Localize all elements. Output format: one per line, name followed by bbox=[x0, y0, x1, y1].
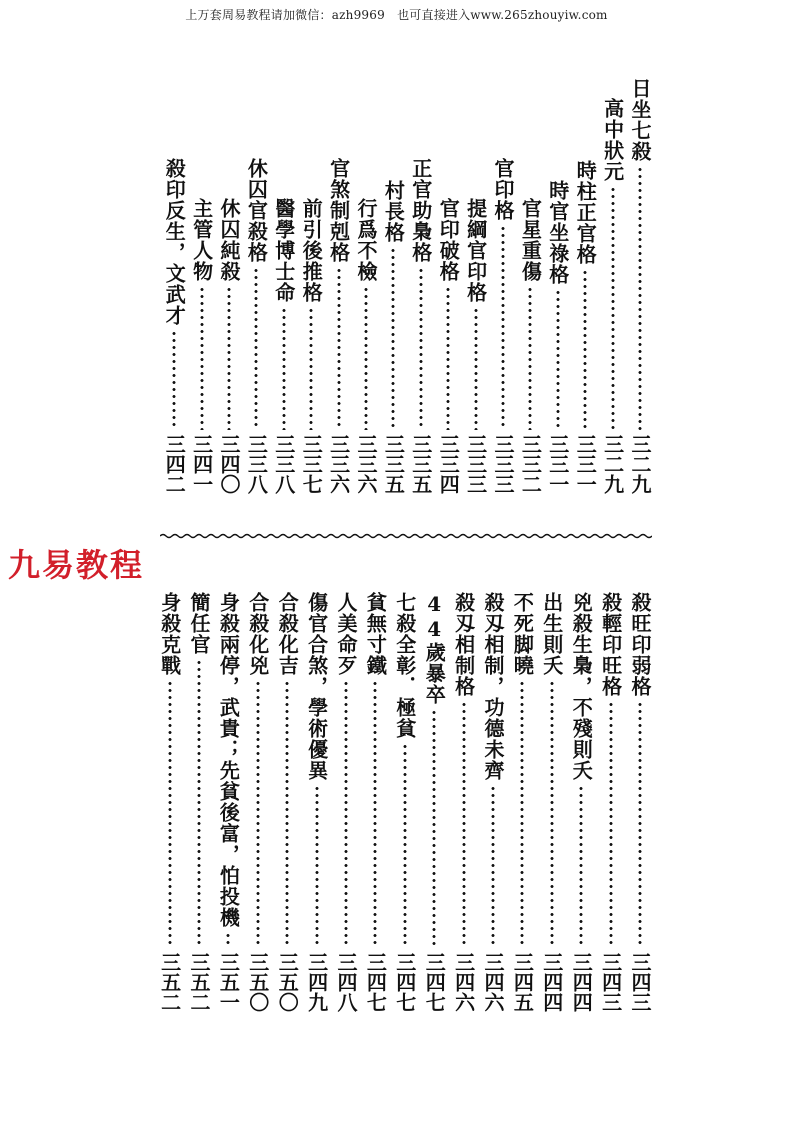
toc-entry bbox=[510, 0, 534, 1121]
toc-entry-page-number: 三三五 bbox=[408, 434, 433, 494]
toc-entry-title: 殺刄相制，功德未齊 bbox=[481, 592, 505, 781]
toc-entry bbox=[275, 0, 299, 1121]
toc-entry-title: 七殺全彰．極貧 bbox=[392, 592, 417, 739]
toc-entry-page-number: 三四七 bbox=[392, 952, 417, 1012]
toc-entry-title: 出生則夭 bbox=[539, 592, 564, 676]
toc-entry-title: 傷官合煞，學術優異 bbox=[304, 592, 329, 781]
toc-leader-dots bbox=[187, 659, 211, 948]
toc-entry-title: 官星重傷 bbox=[518, 198, 543, 282]
toc-entry bbox=[187, 0, 211, 1121]
toc-entry-page-number: 三四三 bbox=[598, 952, 623, 1012]
toc-entry-title: 殺輕印旺格 bbox=[598, 592, 623, 697]
toc-entry bbox=[216, 0, 240, 1121]
toc-entry-page-number: 三四四 bbox=[569, 952, 594, 1012]
toc-entry-title: 44歲暴卒 bbox=[422, 592, 447, 705]
toc-entry bbox=[540, 0, 564, 1121]
toc-entry bbox=[334, 0, 358, 1121]
toc-entry-title: 正官助梟格 bbox=[408, 158, 433, 263]
toc-entry-page-number: 三四二 bbox=[162, 434, 187, 494]
toc-entry-page-number: 三四〇 bbox=[217, 434, 241, 494]
toc-entry bbox=[158, 0, 182, 1121]
toc-entry-title: 殺旺印弱格 bbox=[628, 592, 652, 697]
toc-entry-title: 官印破格 bbox=[436, 198, 461, 282]
toc-entry-page-number: 三五〇 bbox=[245, 952, 270, 1012]
toc-entry-page-number: 三四五 bbox=[510, 952, 535, 1012]
toc-leader-dots bbox=[510, 680, 534, 948]
toc-entry-page-number: 三三一 bbox=[545, 434, 570, 494]
toc-leader-dots bbox=[275, 680, 299, 948]
toc-entry-page-number: 三五〇 bbox=[275, 952, 300, 1012]
toc-entry-title: 身殺克戰 bbox=[157, 592, 182, 676]
toc-entry-page-number: 三五一 bbox=[216, 952, 241, 1012]
toc-entry-title: 行爲不檢 bbox=[354, 198, 378, 282]
toc-leader-dots bbox=[599, 701, 623, 948]
toc-entry bbox=[481, 0, 505, 1121]
toc-entry-page-number: 三三六 bbox=[354, 434, 378, 494]
toc-entry-page-number: 三三八 bbox=[244, 434, 269, 494]
toc-leader-dots bbox=[540, 680, 564, 948]
toc-entry-page-number: 三三五 bbox=[381, 434, 406, 494]
toc-entry-title: 時柱正官格 bbox=[573, 160, 598, 265]
toc-entry-page-number: 三四八 bbox=[334, 952, 358, 1012]
toc-entry-page-number: 三四四 bbox=[539, 952, 564, 1012]
toc-entry-page-number: 三二九 bbox=[600, 434, 625, 494]
toc-entry-title: 合殺化兇 bbox=[245, 592, 270, 676]
toc-entry bbox=[628, 0, 652, 1121]
toc-entry bbox=[363, 0, 387, 1121]
toc-entry-page-number: 三四六 bbox=[481, 952, 505, 1012]
toc-leader-dots bbox=[363, 680, 387, 948]
toc-entry bbox=[599, 0, 623, 1121]
toc-entry-page-number: 三四一 bbox=[189, 434, 214, 494]
toc-entry-page-number: 三三七 bbox=[299, 434, 324, 494]
toc-entry bbox=[305, 0, 329, 1121]
toc-entry-page-number: 三二九 bbox=[628, 434, 652, 494]
toc-entry-page-number: 三三一 bbox=[573, 434, 598, 494]
toc-entry-page-number: 三三三 bbox=[463, 434, 488, 494]
toc-entry-title: 殺刄相制格 bbox=[451, 592, 476, 697]
toc-leader-dots bbox=[334, 680, 358, 948]
toc-entry-title: 不死脚曉 bbox=[510, 592, 535, 676]
toc-entry-title: 醫學博士命 bbox=[271, 198, 296, 303]
toc-entry-title: 殺印反生，文武才 bbox=[162, 158, 187, 326]
toc-leader-dots bbox=[246, 680, 270, 948]
watermark-logo: 九易教程 bbox=[8, 546, 145, 584]
toc-entry-title: 日坐七殺 bbox=[628, 78, 652, 162]
toc-leader-dots bbox=[628, 701, 652, 948]
toc-entry-page-number: 三三四 bbox=[436, 434, 461, 494]
toc-entry-title: 簡任官 bbox=[187, 592, 211, 655]
toc-entry-page-number: 三三三 bbox=[491, 434, 515, 494]
toc-entry-page-number: 三三二 bbox=[518, 434, 543, 494]
toc-leader-dots bbox=[452, 701, 476, 948]
toc-leader-dots bbox=[481, 785, 505, 948]
toc-entry-title: 身殺兩停，武貴；先貧後富，怕投機 bbox=[216, 592, 241, 928]
toc-entry-page-number: 三四六 bbox=[451, 952, 476, 1012]
toc-entry-title: 主管人物 bbox=[189, 198, 214, 282]
toc-entry-title: 貧無寸鐵 bbox=[363, 592, 388, 676]
toc-entry-title: 兇殺生梟，不殘則夭 bbox=[569, 592, 594, 781]
toc-entry bbox=[569, 0, 593, 1121]
toc-entry bbox=[393, 0, 417, 1121]
toc-entry-title: 時官坐祿格 bbox=[545, 180, 570, 285]
toc-leader-dots bbox=[305, 785, 329, 948]
toc-entry-page-number: 三五二 bbox=[187, 952, 211, 1012]
toc-leader-dots bbox=[158, 680, 182, 948]
toc-entry-page-number: 三三六 bbox=[326, 434, 351, 494]
toc-entry bbox=[452, 0, 476, 1121]
page-header-banner: 上万套周易教程请加微信：azh9969 也可直接进入www.265zhouyiw.com bbox=[185, 8, 608, 22]
toc-entry-page-number: 三五二 bbox=[157, 952, 182, 1012]
toc-entry-page-number: 三四七 bbox=[422, 952, 447, 1012]
toc-leader-dots bbox=[216, 932, 240, 948]
toc-entry-page-number: 三四九 bbox=[304, 952, 329, 1012]
toc-entry-title: 村長格 bbox=[381, 180, 406, 243]
toc-entry-title: 官煞制剋格 bbox=[326, 158, 351, 263]
toc-entry-page-number: 三四七 bbox=[363, 952, 388, 1012]
toc-entry-page-number: 三四三 bbox=[628, 952, 652, 1012]
toc-entry-title: 人美命歹 bbox=[334, 592, 358, 676]
toc-leader-dots bbox=[422, 709, 446, 948]
toc-entry-title: 官印格 bbox=[491, 158, 515, 221]
toc-leader-dots bbox=[393, 743, 417, 948]
toc-entry-title: 休囚官殺格 bbox=[244, 158, 269, 263]
toc-entry-title: 休囚純殺 bbox=[217, 198, 241, 282]
toc-leader-dots bbox=[569, 785, 593, 948]
toc-entry-title: 高中狀元 bbox=[600, 98, 625, 182]
toc-entry-page-number: 三三八 bbox=[271, 434, 296, 494]
toc-entry-title: 合殺化吉 bbox=[275, 592, 300, 676]
toc-entry bbox=[246, 0, 270, 1121]
toc-entry bbox=[422, 0, 446, 1121]
toc-entry-title: 提綱官印格 bbox=[463, 198, 488, 303]
toc-entry-title: 前引後推格 bbox=[299, 198, 324, 303]
